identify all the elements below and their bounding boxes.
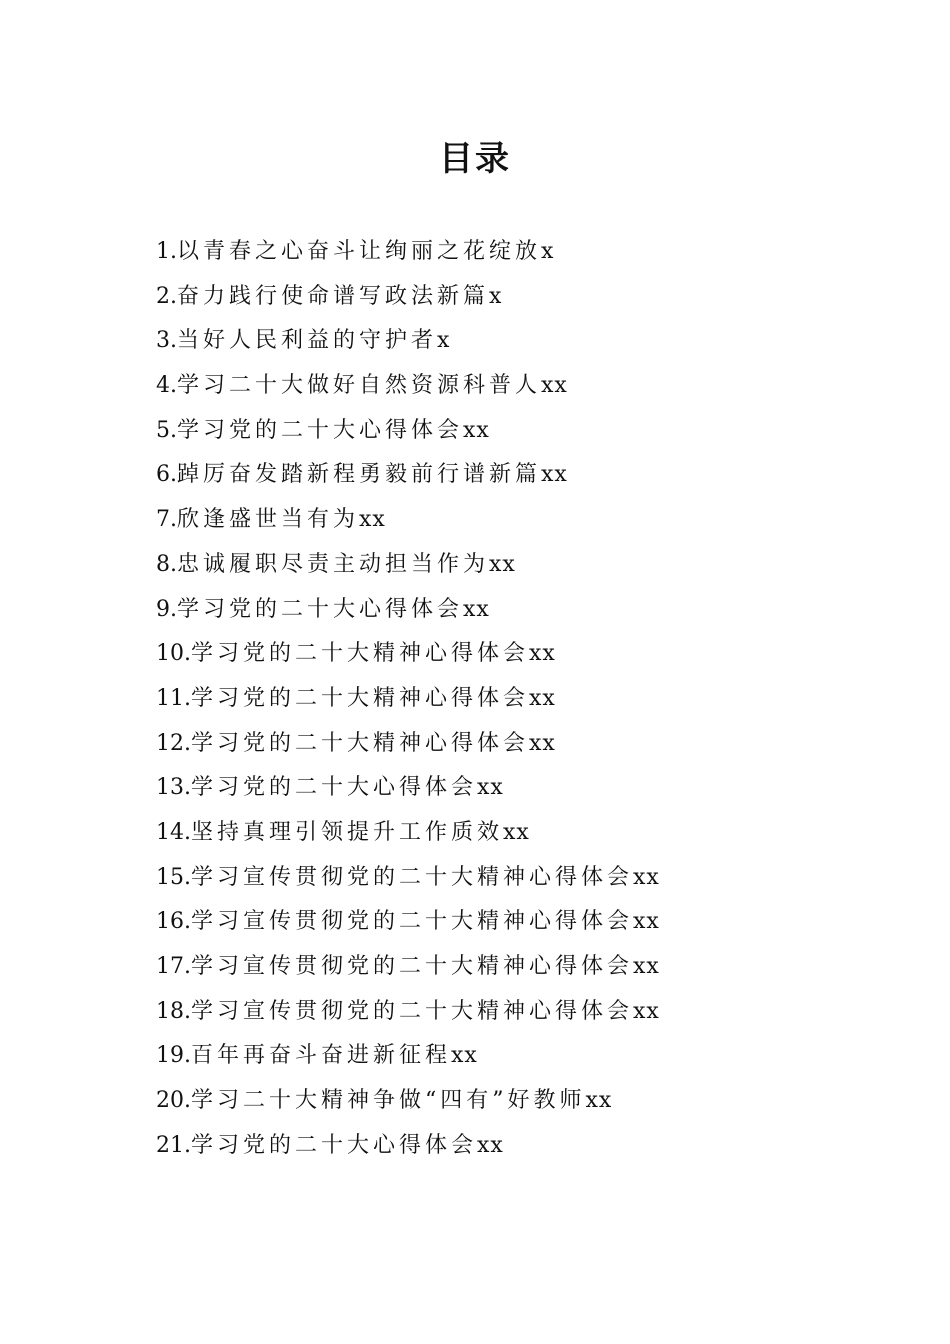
toc-entry[interactable] [156,453,660,498]
toc-entry-title: 当好人民利益的守护者 [177,328,438,354]
toc-entry-page: xx [463,596,490,622]
toc-entry-title: 奋力践行使命谱写政法新篇 [177,283,490,309]
toc-entry-number: 10. [156,641,191,667]
toc-entry-page: xx [463,417,490,443]
page-title: 目录 [439,139,511,179]
toc-entry-number: 4. [156,373,177,399]
toc-entry-title: 学习党的二十大精神心得体会 [191,730,530,756]
toc-entry-page: xx [541,462,568,488]
toc-entry[interactable] [156,677,660,722]
toc-entry[interactable] [156,230,660,275]
toc-entry[interactable] [156,1124,660,1169]
toc-entry-page: xx [633,954,660,979]
toc-entry[interactable] [156,319,660,364]
toc-entry-number: 6. [156,462,177,488]
toc-entry-page: xx [585,1088,613,1114]
toc-entry-title: 学习党的二十大精神心得体会 [191,685,530,711]
toc-entry-title: 踔厉奋发踏新程勇毅前行谱新篇 [177,462,542,488]
toc-entry-title: 学习党的二十大心得体会 [177,596,464,622]
toc-entry[interactable] [156,498,660,543]
toc-entry-page: x [541,239,555,264]
toc-entry-page: x [437,328,451,354]
toc-entry-page: xx [529,685,556,711]
toc-entry-page: xx [633,864,660,890]
toc-entry[interactable] [156,275,660,320]
toc-entry-title: 学习宣传贯彻党的二十大精神心得体会 [191,954,634,979]
toc-entry[interactable] [156,364,660,409]
toc-entry-page: xx [489,551,516,577]
toc-entry-number: 7. [156,507,177,533]
toc-entry-page: x [489,283,503,309]
toc-entry-number: 17. [156,954,191,979]
toc-entry-title: 欣逢盛世当有为 [177,507,360,533]
toc-entry-number: 19. [156,1043,191,1069]
toc-entry-title: 学习宣传贯彻党的二十大精神心得体会 [191,998,634,1024]
toc-entry-title: 学习党的二十大精神心得体会 [191,641,530,667]
toc-entry-title: 学习二十大精神争做“四有”好教师 [191,1088,586,1114]
toc-entry[interactable] [156,900,660,945]
toc-entry-number: 2. [156,283,177,309]
toc-entry-page: xx [633,909,660,935]
toc-entry[interactable] [156,990,660,1035]
toc-entry-title: 学习宣传贯彻党的二十大精神心得体会 [191,909,634,935]
toc-entry[interactable] [156,409,660,454]
toc-entry-number: 21. [156,1132,191,1158]
toc-entry-number: 20. [156,1088,191,1114]
toc-entry-number: 16. [156,909,191,935]
toc-entry-page: xx [477,775,504,801]
toc-entry-number: 3. [156,328,177,354]
toc-entry-page: xx [529,641,556,667]
toc-entry[interactable] [156,811,660,856]
toc-entry-number: 11. [156,685,191,711]
toc-entry-title: 以青春之心奋斗让绚丽之花绽放 [177,239,542,264]
toc-entry-number: 12. [156,730,191,756]
toc-entry[interactable] [156,543,660,588]
toc-entry[interactable] [156,1079,660,1124]
toc-entry-title: 学习党的二十大心得体会 [191,775,478,801]
toc-entry[interactable] [156,722,660,767]
toc-entry-title: 坚持真理引领提升工作质效 [191,819,504,845]
toc-entry-title: 学习党的二十大心得体会 [191,1132,478,1158]
toc-entry[interactable] [156,856,660,901]
toc-entry-number: 8. [156,551,177,577]
toc-entry-title: 学习宣传贯彻党的二十大精神心得体会 [191,864,634,890]
toc-entry[interactable] [156,632,660,677]
toc-entry-number: 1. [156,239,177,264]
table-of-contents [156,230,660,1168]
toc-entry-title: 学习二十大做好自然资源科普人 [177,373,542,399]
toc-entry[interactable] [156,588,660,633]
toc-entry-page: xx [451,1043,478,1069]
toc-entry-title: 忠诚履职尽责主动担当作为 [177,551,490,577]
toc-entry-number: 14. [156,819,191,845]
toc-entry-page: xx [359,507,386,533]
toc-entry-title: 百年再奋斗奋进新征程 [191,1043,452,1069]
toc-entry-number: 9. [156,596,177,622]
toc-entry-page: xx [477,1132,504,1158]
toc-entry-number: 13. [156,775,191,801]
toc-entry-title: 学习党的二十大心得体会 [177,417,464,443]
toc-entry[interactable] [156,1034,660,1079]
toc-entry-page: xx [633,998,660,1024]
toc-entry[interactable] [156,766,660,811]
toc-entry-number: 5. [156,417,177,443]
toc-entry-number: 15. [156,864,191,890]
toc-entry-page: xx [529,730,556,756]
toc-entry-page: xx [541,373,568,399]
toc-entry-page: xx [503,819,530,845]
toc-entry-number: 18. [156,998,191,1024]
toc-entry[interactable] [156,945,660,990]
